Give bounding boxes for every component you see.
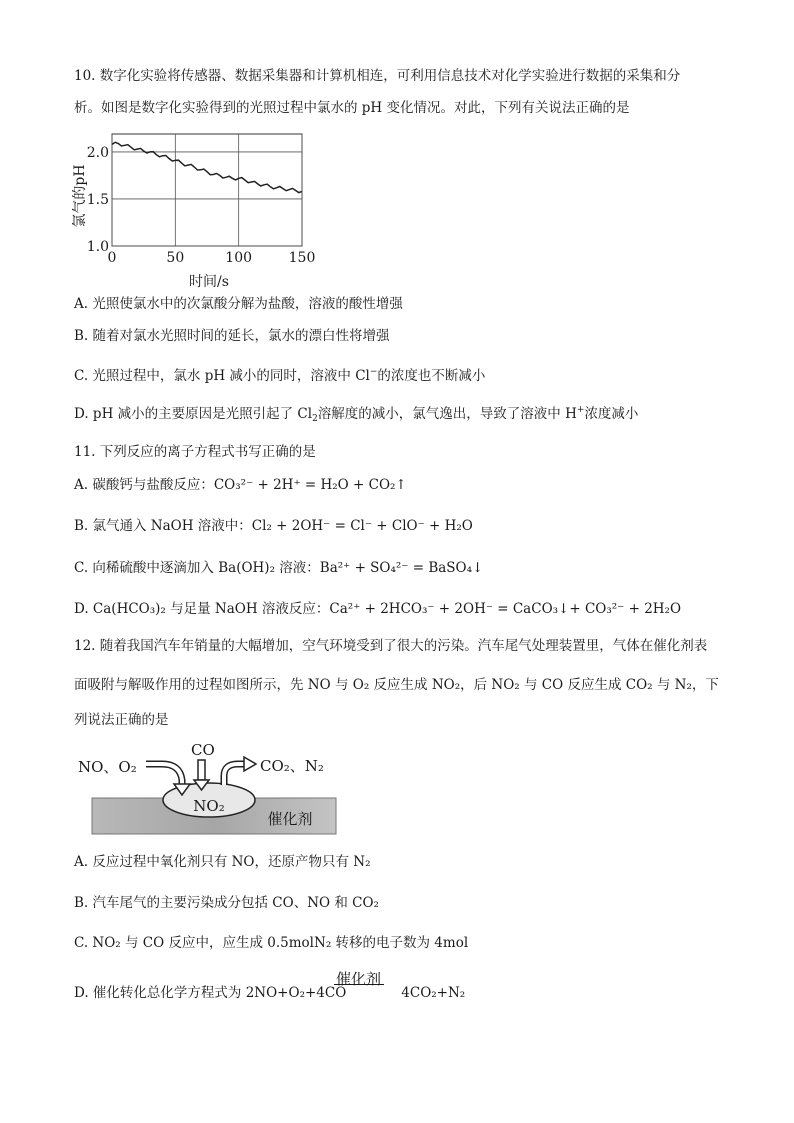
x-tick-label: 0 [107,250,117,266]
equation-arrow-line [334,984,384,985]
catalyst-condition-label: 催化剂 [336,970,382,988]
q12-option-a: A. 反应过程中氧化剂只有 NO，还原产物只有 N₂ [74,854,371,870]
q10-option-b: B. 随着对氯水光照时间的延长，氯水的漂白性将增强 [74,328,390,344]
q11-option-a: A. 碳酸钙与盐酸反应：CO₃²⁻ + 2H⁺ = H₂O + CO₂↑ [74,477,407,493]
y-axis-label: 氯气的pH [72,164,88,228]
y-tick-label: 1.0 [86,239,109,255]
y-tick-label: 1.5 [86,191,109,208]
q12-stem-line2: 面吸附与解吸作用的过程如图所示，先 NO 与 O₂ 反应生成 NO₂，后 NO₂ 与 CO 反应生成 CO₂ 与 N₂，下 [74,677,719,693]
ph-chart [66,126,326,291]
plot-frame [112,134,302,246]
q11-option-d: D. Ca(HCO₃)₂ 与足量 NaOH 溶液反应：Ca²⁺ + 2HCO₃⁻ + 2OH⁻ = CaCO₃↓+ CO₃²⁻ + 2H₂O [74,601,682,617]
diagram-outflow-label: CO₂、N₂ [260,757,324,775]
diagram-co-label: CO [191,741,215,759]
x-tick-label: 150 [288,250,316,266]
ph-series-line [112,142,302,192]
y-tick-label: 2.0 [86,144,109,161]
catalyst-diagram [74,738,344,838]
x-tick-label: 50 [166,250,185,266]
diagram-catalyst-label: 催化剂 [267,810,313,828]
q10-stem-line2: 析。如图是数字化实验得到的光照过程中氯水的 pH 变化情况。对此，下列有关说法正确的是 [74,100,630,116]
q11-stem: 11. 下列反应的离子方程式书写正确的是 [74,444,316,460]
x-tick-label: 100 [225,250,253,266]
x-axis-label: 时间/s [189,274,229,290]
diagram-no2-label: NO₂ [193,797,225,815]
ph-chart-svg [66,126,326,291]
q11-option-b: B. 氯气通入 NaOH 溶液中：Cl₂ + 2OH⁻ = Cl⁻ + ClO⁻ + H₂O [74,518,473,534]
q10-option-d: D. pH 减小的主要原因是光照引起了 $Cl_2$溶解度的减小，氯气逸出，导致了溶液中 H+浓度减小 [74,405,639,424]
q12-option-d: D. 催化转化总化学方程式为 2NO+O₂+4CO 4CO₂+N₂ [74,985,466,1001]
q12-option-c: C. NO₂ 与 CO 反应中，应生成 0.5molN₂ 转移的电子数为 4mol [74,935,469,951]
diagram-inflow-label: NO、O₂ [78,758,137,776]
q12-option-b: B. 汽车尾气的主要污染成分包括 CO、NO 和 CO₂ [74,895,379,911]
co-arrow [198,760,205,780]
q12-stem-line1: 12. 随着我国汽车年销量的大幅增加，空气环境受到了很大的污染。汽车尾气处理装置里，气体在催化剂表 [74,638,708,654]
q10-stem-line1: 10. 数字化实验将传感器、数据采集器和计算机相连，可利用信息技术对化学实验进行数据的采集和分 [74,68,681,84]
q10-option-a: A. 光照使氯水中的次氯酸分解为盐酸，溶液的酸性增强 [74,296,403,312]
q11-option-c: C. 向稀硫酸中逐滴加入 Ba(OH)₂ 溶液：Ba²⁺ + SO₄²⁻ = BaSO₄↓ [74,560,484,576]
q12-stem-line3: 列说法正确的是 [74,712,169,728]
q10-option-c: C. 光照过程中，氯水 pH 减小的同时，溶液中 Cl−的浓度也不断减小 [74,367,486,384]
